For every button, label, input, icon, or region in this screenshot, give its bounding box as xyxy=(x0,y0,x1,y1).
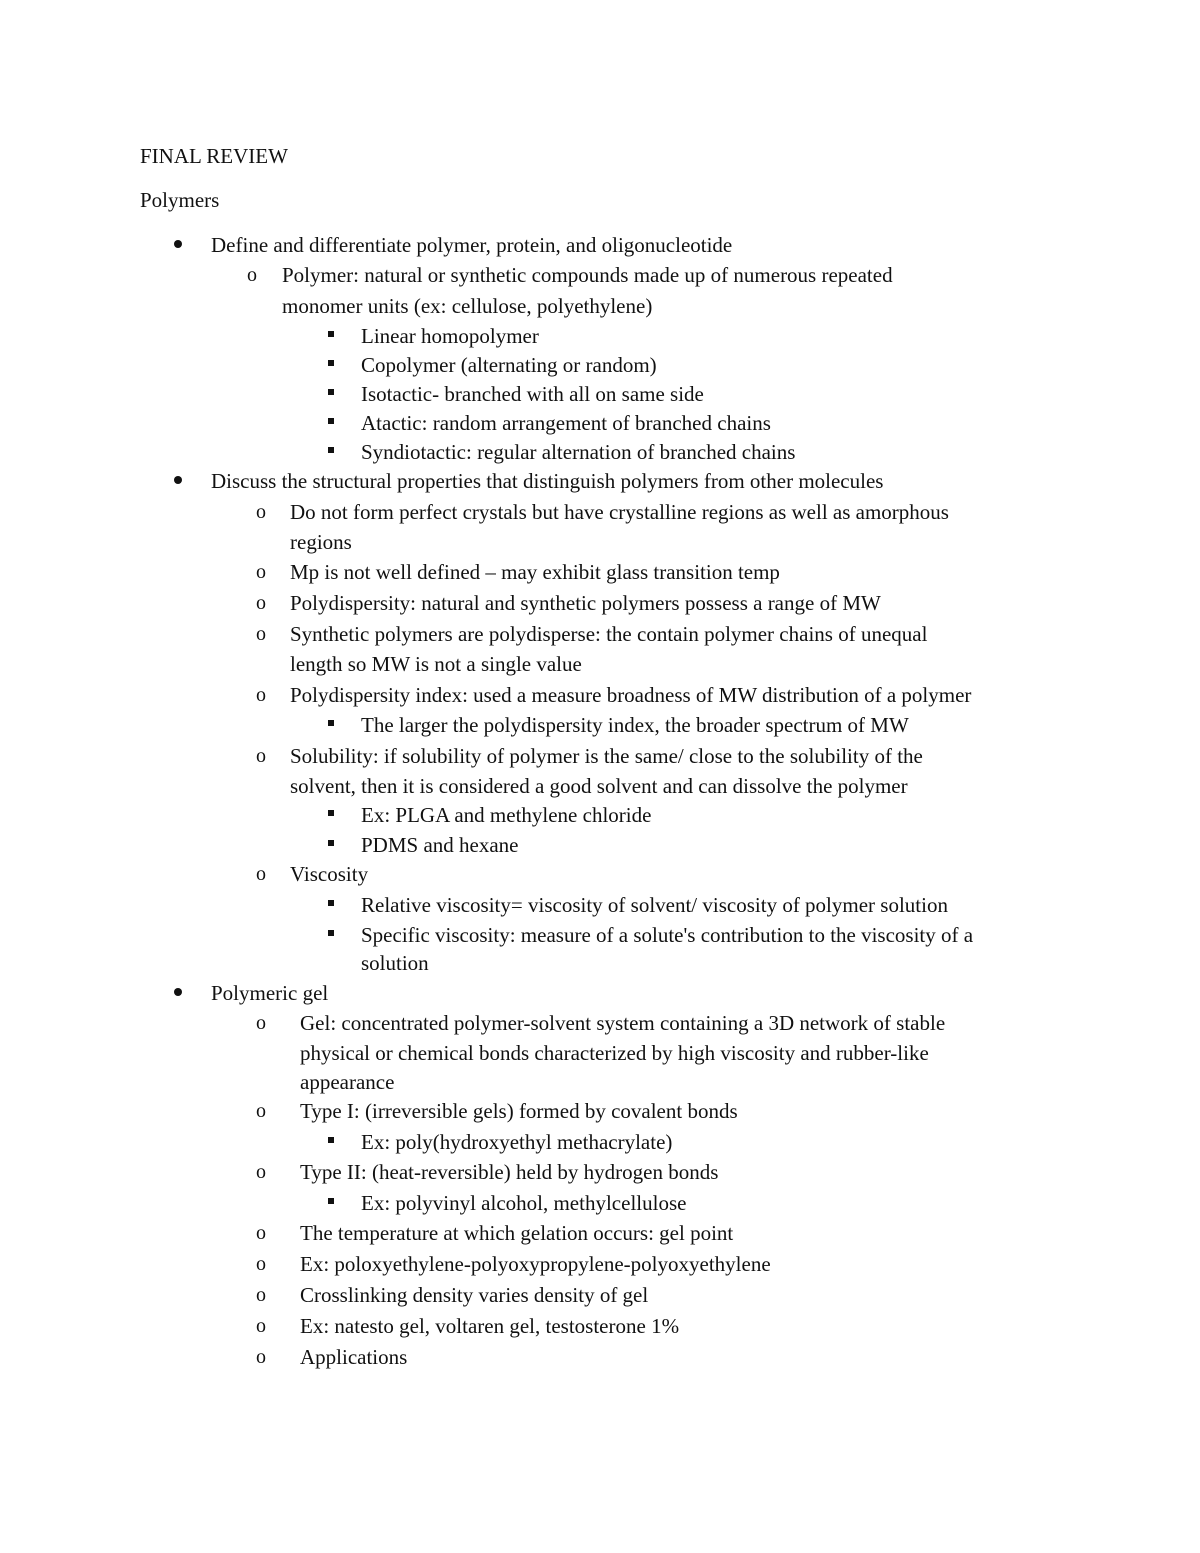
list-item-continuation: physical or chemical bonds characterized by high viscosity and rubber-like xyxy=(300,1041,929,1065)
section-heading: Polymers xyxy=(140,188,220,212)
list-item: Solubility: if solubility of polymer is the same/ close to the solubility of the xyxy=(290,744,923,768)
list-item: Polymer: natural or synthetic compounds made up of numerous repeated xyxy=(282,263,893,287)
bullet-o-icon: o xyxy=(256,1346,266,1368)
bullet-o-icon: o xyxy=(256,1012,266,1034)
list-item: Atactic: random arrangement of branched chains xyxy=(361,411,771,435)
list-item: The temperature at which gelation occurs: gel point xyxy=(300,1221,734,1245)
list-item-continuation: regions xyxy=(290,530,352,554)
list-item: Do not form perfect crystals but have crystalline regions as well as amorphous xyxy=(290,500,949,524)
bullet-o-icon: o xyxy=(256,745,266,767)
bullet-o-icon: o xyxy=(256,623,266,645)
list-item-continuation: solvent, then it is considered a good solvent and can dissolve the polymer xyxy=(290,774,908,798)
bullet-o-icon: o xyxy=(256,561,266,583)
list-item: Viscosity xyxy=(290,862,369,886)
bullet-square-icon xyxy=(328,810,334,816)
bullet-square-icon xyxy=(328,418,334,424)
list-item: Ex: PLGA and methylene chloride xyxy=(361,803,652,827)
bullet-square-icon xyxy=(328,1198,334,1204)
list-item: Crosslinking density varies density of gel xyxy=(300,1283,649,1307)
list-item: Polydispersity: natural and synthetic polymers possess a range of MW xyxy=(290,591,881,615)
list-item: Ex: poloxyethylene-polyoxypropylene-polyoxyethylene xyxy=(300,1252,771,1276)
bullet-dot-icon xyxy=(174,988,182,996)
bullet-dot-icon xyxy=(174,240,182,248)
bullet-o-icon: o xyxy=(256,1253,266,1275)
list-item: Synthetic polymers are polydisperse: the contain polymer chains of unequal xyxy=(290,622,928,646)
list-item-continuation: appearance xyxy=(300,1070,395,1094)
list-item: Type II: (heat-reversible) held by hydrogen bonds xyxy=(300,1160,719,1184)
bullet-o-icon: o xyxy=(256,592,266,614)
list-item: Copolymer (alternating or random) xyxy=(361,353,657,377)
list-item: Type I: (irreversible gels) formed by covalent bonds xyxy=(300,1099,738,1123)
bullet-o-icon: o xyxy=(256,863,266,885)
bullet-square-icon xyxy=(328,840,334,846)
bullet-o-icon: o xyxy=(247,264,257,286)
list-item: Syndiotactic: regular alternation of branched chains xyxy=(361,440,796,464)
list-item-continuation: monomer units (ex: cellulose, polyethylene) xyxy=(282,294,653,318)
list-item: Applications xyxy=(300,1345,408,1369)
list-item: Linear homopolymer xyxy=(361,324,539,348)
bullet-square-icon xyxy=(328,930,334,936)
bullet-square-icon xyxy=(328,360,334,366)
bullet-dot-icon xyxy=(174,476,182,484)
list-item: Polydispersity index: used a measure broadness of MW distribution of a polymer xyxy=(290,683,972,707)
bullet-square-icon xyxy=(328,1137,334,1143)
list-item: PDMS and hexane xyxy=(361,833,519,857)
bullet-square-icon xyxy=(328,389,334,395)
bullet-o-icon: o xyxy=(256,1100,266,1122)
list-item: Define and differentiate polymer, protein, and oligonucleotide xyxy=(211,233,733,257)
bullet-square-icon xyxy=(328,447,334,453)
page-title: FINAL REVIEW xyxy=(140,144,288,168)
bullet-o-icon: o xyxy=(256,1315,266,1337)
list-item: Relative viscosity= viscosity of solvent/ viscosity of polymer solution xyxy=(361,893,948,917)
list-item: Specific viscosity: measure of a solute's contribution to the viscosity of a xyxy=(361,923,974,947)
bullet-o-icon: o xyxy=(256,501,266,523)
bullet-square-icon xyxy=(328,331,334,337)
bullet-o-icon: o xyxy=(256,1161,266,1183)
bullet-o-icon: o xyxy=(256,684,266,706)
list-item: Discuss the structural properties that distinguish polymers from other molecules xyxy=(211,469,884,493)
bullet-square-icon xyxy=(328,900,334,906)
list-item-continuation: solution xyxy=(361,951,429,975)
list-item: Ex: natesto gel, voltaren gel, testosterone 1% xyxy=(300,1314,680,1338)
list-item: Mp is not well defined – may exhibit glass transition temp xyxy=(290,560,780,584)
list-item: Isotactic- branched with all on same side xyxy=(361,382,704,406)
list-item: Gel: concentrated polymer-solvent system containing a 3D network of stable xyxy=(300,1011,946,1035)
list-item: Polymeric gel xyxy=(211,981,329,1005)
bullet-o-icon: o xyxy=(256,1222,266,1244)
list-item: Ex: poly(hydroxyethyl methacrylate) xyxy=(361,1130,673,1154)
list-item: The larger the polydispersity index, the broader spectrum of MW xyxy=(361,713,909,737)
list-item-continuation: length so MW is not a single value xyxy=(290,652,582,676)
bullet-o-icon: o xyxy=(256,1284,266,1306)
bullet-square-icon xyxy=(328,720,334,726)
list-item: Ex: polyvinyl alcohol, methylcellulose xyxy=(361,1191,687,1215)
